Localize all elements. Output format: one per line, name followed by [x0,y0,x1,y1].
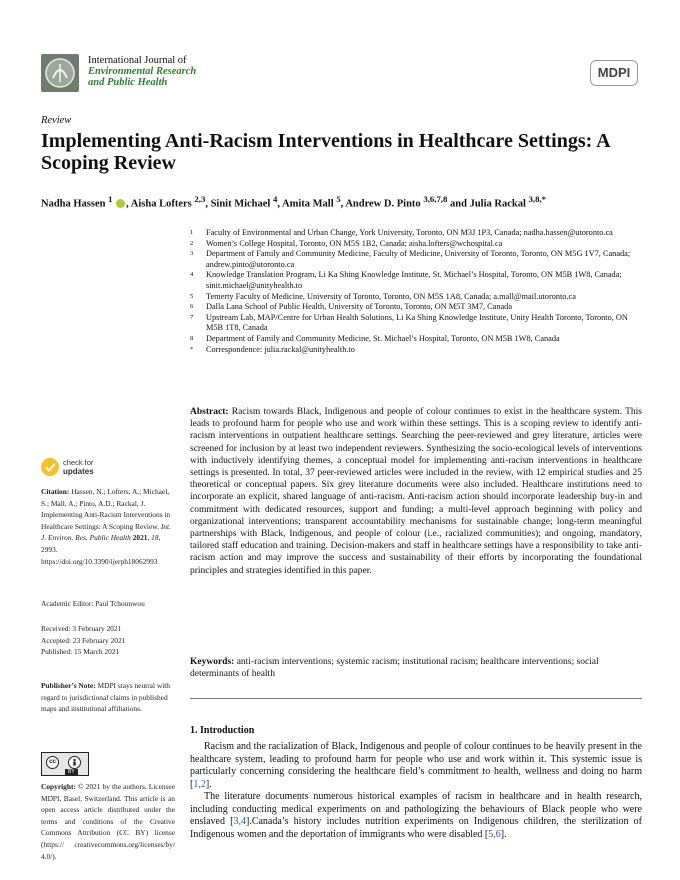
affiliations [190,228,642,355]
affiliation-text: Women’s College Hospital, Toronto, ON M5S 1B2, Canada; aisha.lofters@wchospital.ca [206,238,503,248]
author-name[interactable]: Aisha Lofters [130,198,192,210]
affiliation-number: 2 [190,239,194,247]
author-affil: 3,8,* [528,194,546,204]
affiliation-text: Temerty Faculty of Medicine, University of Toronto, Toronto, ON M5S 1A8, Canada; a.mall@mail.utoronto.ca [206,291,576,301]
affiliation-item [190,270,642,291]
affiliation-text: Correspondence: julia.rackal@unityhealth.to [206,344,355,354]
section-divider [190,698,642,699]
journal-logo [41,54,79,92]
affiliation-text: Upstream Lab, MAP/Centre for Urban Health Solutions, Li Ka Shing Knowledge Institute, Unity Health Toronto, Toronto, ON M5B 1T8, Canada [206,312,628,333]
citation-text: Hassen, N.; Lofters, A.; Michael, S.; Mall, A.; Pinto, A.D.; Rackal, J. Implementing Anti-Racism Interventions in Healthcare Settings: A Scoping Review. [41,487,171,531]
received-date: Received: 3 February 2021 [41,624,122,633]
affiliation-item [190,334,642,345]
publisher-logo: MDPI [590,60,638,86]
abstract-label: Abstract: [190,407,229,417]
reference-link[interactable]: 5,6 [488,828,501,840]
check-for-updates-button[interactable] [63,459,94,476]
article-title: Implementing Anti-Racism Interventions in Healthcare Settings: A Scoping Review [41,130,610,174]
author-name[interactable]: Julia Rackal [469,198,526,210]
paragraph-text: ]. [500,828,507,840]
citation-pages: 2993. [41,544,58,554]
published-date: Published: 15 March 2021 [41,647,120,657]
affiliation-number: 3 [190,250,194,258]
affiliation-number: 7 [190,313,194,321]
affiliation-item [190,292,642,303]
affiliation-text: Faculty of Environmental and Urban Change, York University, Toronto, ON M3J 1P3, Canada; nadha.hassen@utoronto.ca [206,228,613,237]
author-affil: 4 [272,194,278,204]
paragraph-text: ]. [205,778,212,790]
section-heading: 1. Introduction [190,725,255,736]
paragraph-text: ].Canada’s history includes nutrition experiments on Indigenous children, the sterilization of Indigenous women and the deportation of immigrants who were disabled [ [190,816,642,840]
orcid-icon[interactable] [116,199,125,208]
author-affil: 5 [336,194,341,204]
publisher-note [41,680,175,715]
publisher-note-text: MDPI stays neutral with regard to jurisdictional claims in published maps and institutional affiliations. [41,681,170,714]
affiliation-text: Department of Family and Community Medicine, Faculty of Medicine, University of Toronto, Toronto, ON M5G 1V7, Canada; andrew.pinto@utoronto.ca [206,249,631,269]
publication-dates [41,623,175,658]
journal-line-3: and Public Health [88,77,168,88]
check-text-line1: check for [63,458,94,467]
citation-label: Citation: [41,487,70,496]
paragraph [190,791,642,841]
check-for-updates-icon[interactable] [41,458,59,476]
check-text-line2: updates [63,466,94,476]
affiliation-number: 8 [190,334,194,342]
author-affil: 3,6,7,8 [423,194,448,204]
publisher-note-label: Publisher’s Note: [41,681,96,690]
affiliation-text: Department of Family and Community Medicine, St. Michael’s Hospital, Toronto, ON M5B 1W8, Canada [206,333,560,343]
citation-journal: Int. J. Environ. Res. Public Health [41,521,171,543]
academic-editor: Academic Editor: Paul Tchounwou [41,599,145,608]
affiliation-number: * [190,345,194,353]
citation: Citation: Hassen, N.; Lofters, A.; Michael, S.; Mall, A.; Pinto, A.D.; Rackal, J. Implementing Anti-Racism Interventions in Healthcare Settings: A Scoping Review. Int. J. Environ. Res. Public Health 2021, 18, 2993. https://doi.org/10.3390/ijerph18062993 [41,487,171,566]
affiliation-number: 4 [190,271,194,279]
copyright [41,781,175,862]
affiliation-item [190,228,642,239]
copyright-label: Copyright: [41,782,76,791]
affiliation-item [190,239,642,250]
article-type: Review [41,115,72,126]
citation-volume: 18, [151,533,161,543]
accepted-date: Accepted: 23 February 2021 [41,635,126,645]
keywords [190,656,642,680]
author-list: Nadha Hassen $^1$ , Aisha Lofters $^{2,3}$, Sinit Michael $^4$, Amita Mall $^5$, Andrew D. Pinto $^{3,6,7,8}$ and Julia Rackal $^{3,8,*}$ [41,194,546,210]
citation-doi-link[interactable]: https://doi.org/10.3390/ijerph18062993 [41,556,158,566]
affiliation-text: Dalla Lana School of Public Health, University of Toronto, Toronto, ON M5T 3M7, Canada [206,302,513,312]
paragraph [190,741,642,791]
affiliation-text: Knowledge Translation Program, Li Ka Shing Knowledge Institute, St. Michael’s Hospital, Toronto, ON M5B 1W8, Canada; sinit.michael@unityhealth.to [206,270,622,290]
journal-line-1: International Journal of [88,55,187,66]
copyright-text: © 2021 by the authors. Licensee MDPI, Basel, Switzerland. This article is an open access article distributed under the terms and conditions of the Creative Commons Attribution (CC BY) license (https:// creativecommons.org/licenses/by/ 4.0/). [41,782,175,861]
author-name[interactable]: Sinit Michael [210,198,271,210]
abstract-text: Racism towards Black, Indigenous and people of colour continues to exist in the healthcare system. This leads to profound harm for people who use and work within these settings. This is a scoping review to identify anti-racism interventions in outpatient healthcare settings. Searching the peer-reviewed and grey literature, articles were screened for inclusion by at least two independent reviewers. Synthesizing the socio-ecological levels of interventions with inductively identifying themes, a conceptual model for implementing anti-racism interventions in healthcare settings is presented. In total, 37 peer-reviewed articles were included in the review, with 12 empirical studies and 25 theoretical or conceptual papers. Six grey literature documents were also included. Healthcare institutions need to incorporate an explicit, shared language of anti-racism. Anti-racism action should incorporate leadership buy-in and commitment with dedicated resources, support and funding; a multi-level approach beginning with policy and organizational interventions; transparent accountability mechanisms for sustainable change; long-term meaningful partnerships with Black, Indigenous, and people of colour (i.e., racialized communities); and ongoing, mandatory, tailored staff education and training. Decision-makers and staff in healthcare settings have a responsibility to take anti-racism action and may improve the success and sustainability of their efforts by incorporating the foundational principles and strategies identified in this paper. [190,407,642,576]
attribution-icon [68,756,81,769]
abstract [190,406,642,577]
keywords-text: anti-racism interventions; systemic racism; institutional racism; healthcare interventions; social determinants of health [190,657,599,680]
introduction-body [190,741,642,841]
citation-year: 2021 [132,533,148,543]
cc-by-label: BY [65,769,78,775]
affiliation-number: 5 [190,292,194,300]
author-name[interactable]: Andrew D. Pinto [345,198,421,210]
paragraph-text: The literature documents numerous historical examples of racism in healthcare and in health research, including conducting medical experiments on and pathologizing the behaviours of Black people who were enslaved [ [190,791,642,827]
keywords-label: Keywords: [190,657,235,667]
reference-link[interactable]: 1,2 [193,778,206,790]
journal-line-2: Environmental Research [88,66,197,77]
author-name[interactable]: Amita Mall [282,198,334,210]
affiliation-item [190,345,642,356]
author-affil: 2,3 [194,194,206,204]
affiliation-number: 6 [190,303,194,311]
cc-icon: cc [46,756,59,769]
affiliation-item [190,249,642,270]
journal-name [88,55,196,88]
paragraph-text: Racism and the racialization of Black, Indigenous and people of colour continues to be heavily present in the healthcare system, leading to profound harm for people who use and work within it. This systemic issue is particularly concerning considering the healthcare field’s commitment to health, wellness and doing no harm [ [190,741,642,790]
affiliation-item [190,302,642,313]
reference-link[interactable]: 3,4 [233,816,246,827]
author-name[interactable]: Nadha Hassen [41,198,106,210]
affiliation-item [190,313,642,334]
cc-license-badge[interactable] [41,752,89,776]
affiliation-number: 1 [190,229,194,236]
author-affil: 1 [108,194,113,204]
